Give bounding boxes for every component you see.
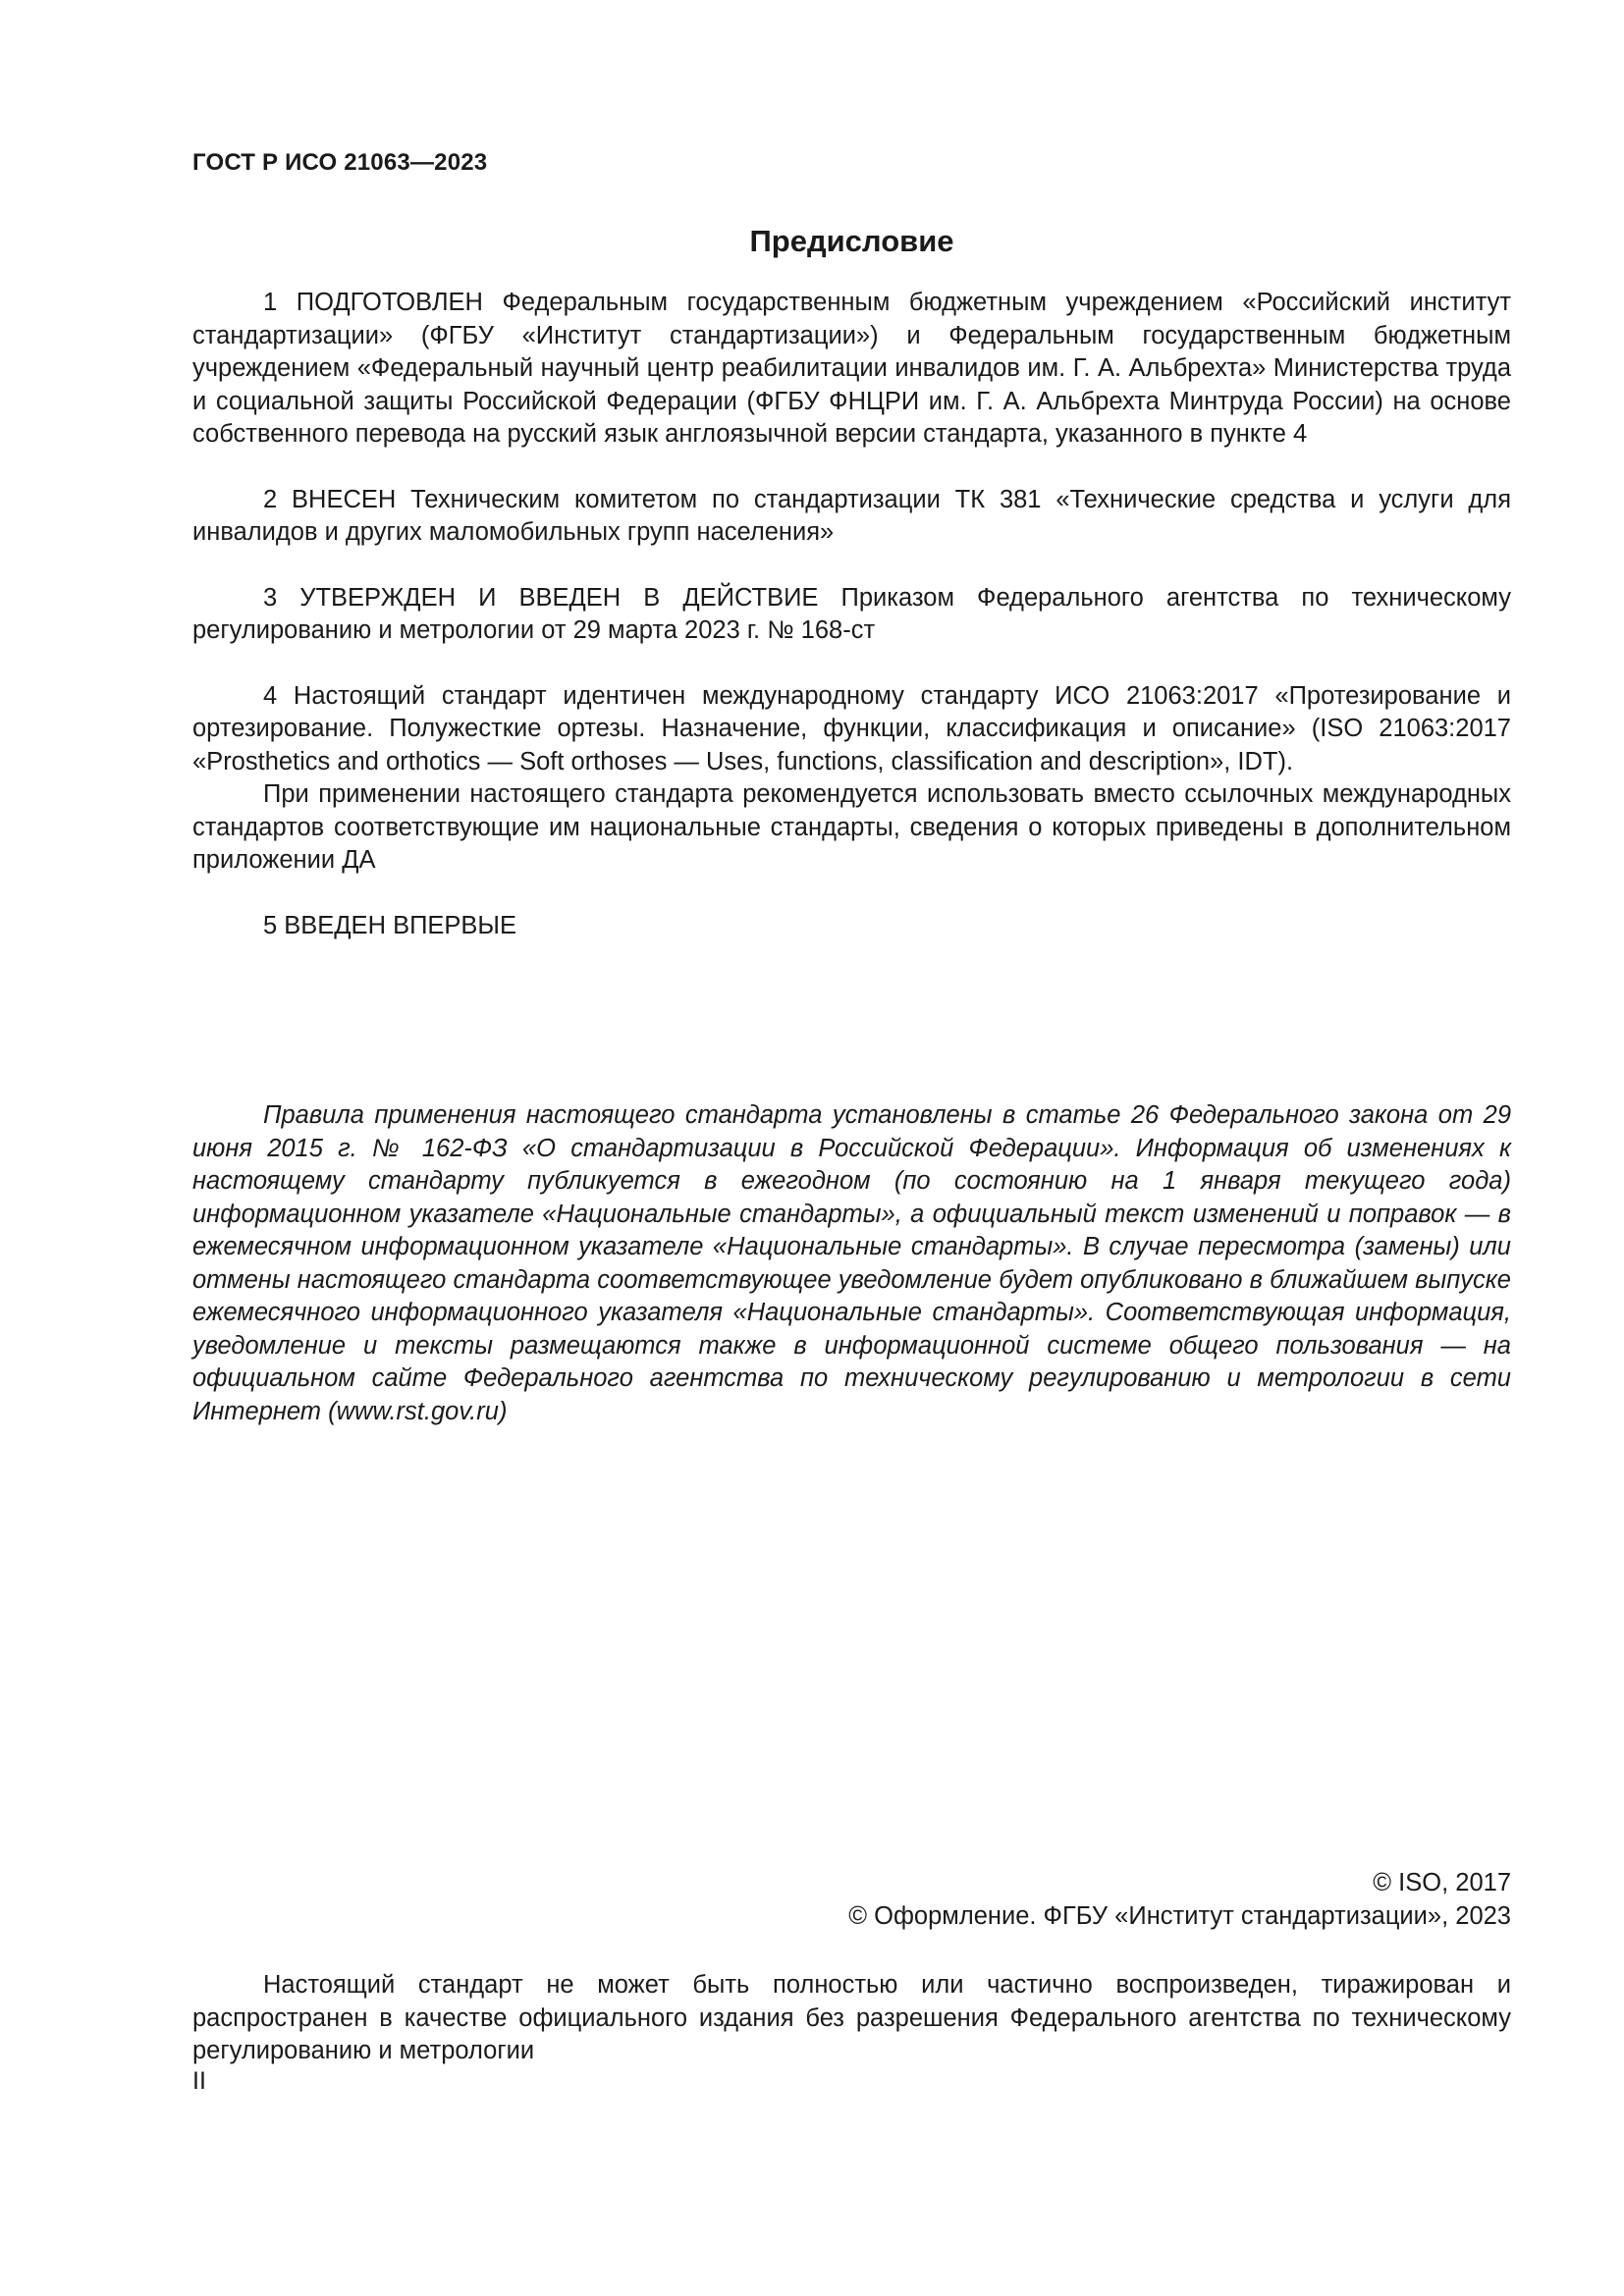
document-page [192, 0, 1511, 2296]
application-rules-notice: Правила применения настоящего стандарта установлены в статье 26 Федерального закона от 29 июня 2015 г. № 162-ФЗ «О стандартизации в Российской Федерации». Информация об изменениях к настоящему стандарту публикуется в ежегодном (по состоянию на 1 января текущего года) информационном указателе «Национальные стандарты», а официальный текст изменений и поправок — в ежемесячном информационном указателе «Национальные стандарты». В случае пересмотра (замены) или отмены настоящего стандарта соответствующее уведомление будет опубликовано в ближайшем выпуске ежемесячного информационного указателя «Национальные стандарты». Соответствующая информация, уведомление и тексты размещаются также в информационной системе общего пользования — на официальном сайте Федерального агентства по техническому регулированию и метрологии в сети Интернет (www.rst.gov.ru) [192, 1101, 1511, 1425]
document-code-header: ГОСТ Р ИСО 21063—2023 [192, 149, 488, 176]
copyright-iso: © ISO, 2017 [1373, 1869, 1511, 1896]
copyright-block [848, 1867, 1511, 1933]
foreword-body [192, 287, 1511, 942]
paragraph-references: При применении настоящего стандарта рекомендуется использовать вместо ссылочных международных стандартов соответствующие им национальные стандарты, сведения о которых приведены в дополнительном приложении ДА [192, 780, 1511, 874]
page-title: Предисловие [749, 224, 954, 258]
page-number: II [192, 2067, 206, 2095]
paragraph-first-introduced: 5 ВВЕДЕН ВПЕРВЫЕ [263, 911, 517, 939]
paragraph-prepared: 1 ПОДГОТОВЛЕН Федеральным государственным бюджетным учреждением «Российский институт стандартизации» (ФГБУ «Институт стандартизации») и Федеральным государственным бюджетным учреждением «Федеральный научный центр реабилитации инвалидов им. Г. А. Альбрехта» Министерства труда и социальной защиты Российской Федерации (ФГБУ ФНЦРИ им. Г. А. Альбрехта Минтруда России) на основе собственного перевода на русский язык англоязычной версии стандарта, указанного в пункте 4 [192, 289, 1511, 448]
paragraph-identical: 4 Настоящий стандарт идентичен международному стандарту ИСО 21063:2017 «Протезирование и ортезирование. Полужесткие ортезы. Назначение, функции, классификация и описание» (ISO 21063:2017 «Prosthetics and orthotics — Soft orthoses — Uses, functions, classification and description», IDT). [192, 681, 1511, 775]
paragraph-approved: 3 УТВЕРЖДЕН И ВВЕДЕН В ДЕЙСТВИЕ Приказом Федерального агентства по техническому регулированию и метрологии от 29 марта 2023 г. № 168-ст [192, 583, 1511, 644]
reproduction-notice: Настоящий стандарт не может быть полностью или частично воспроизведен, тиражирован и распространен в качестве официального издания без разрешения Федерального агентства по техническому регулированию и метрологии [192, 1971, 1511, 2064]
paragraph-submitted: 2 ВНЕСЕН Техническим комитетом по стандартизации ТК 381 «Технические средства и услуги для инвалидов и других маломобильных групп населения» [192, 485, 1511, 546]
copyright-design: © Оформление. ФГБУ «Институт стандартизации», 2023 [848, 1901, 1511, 1930]
